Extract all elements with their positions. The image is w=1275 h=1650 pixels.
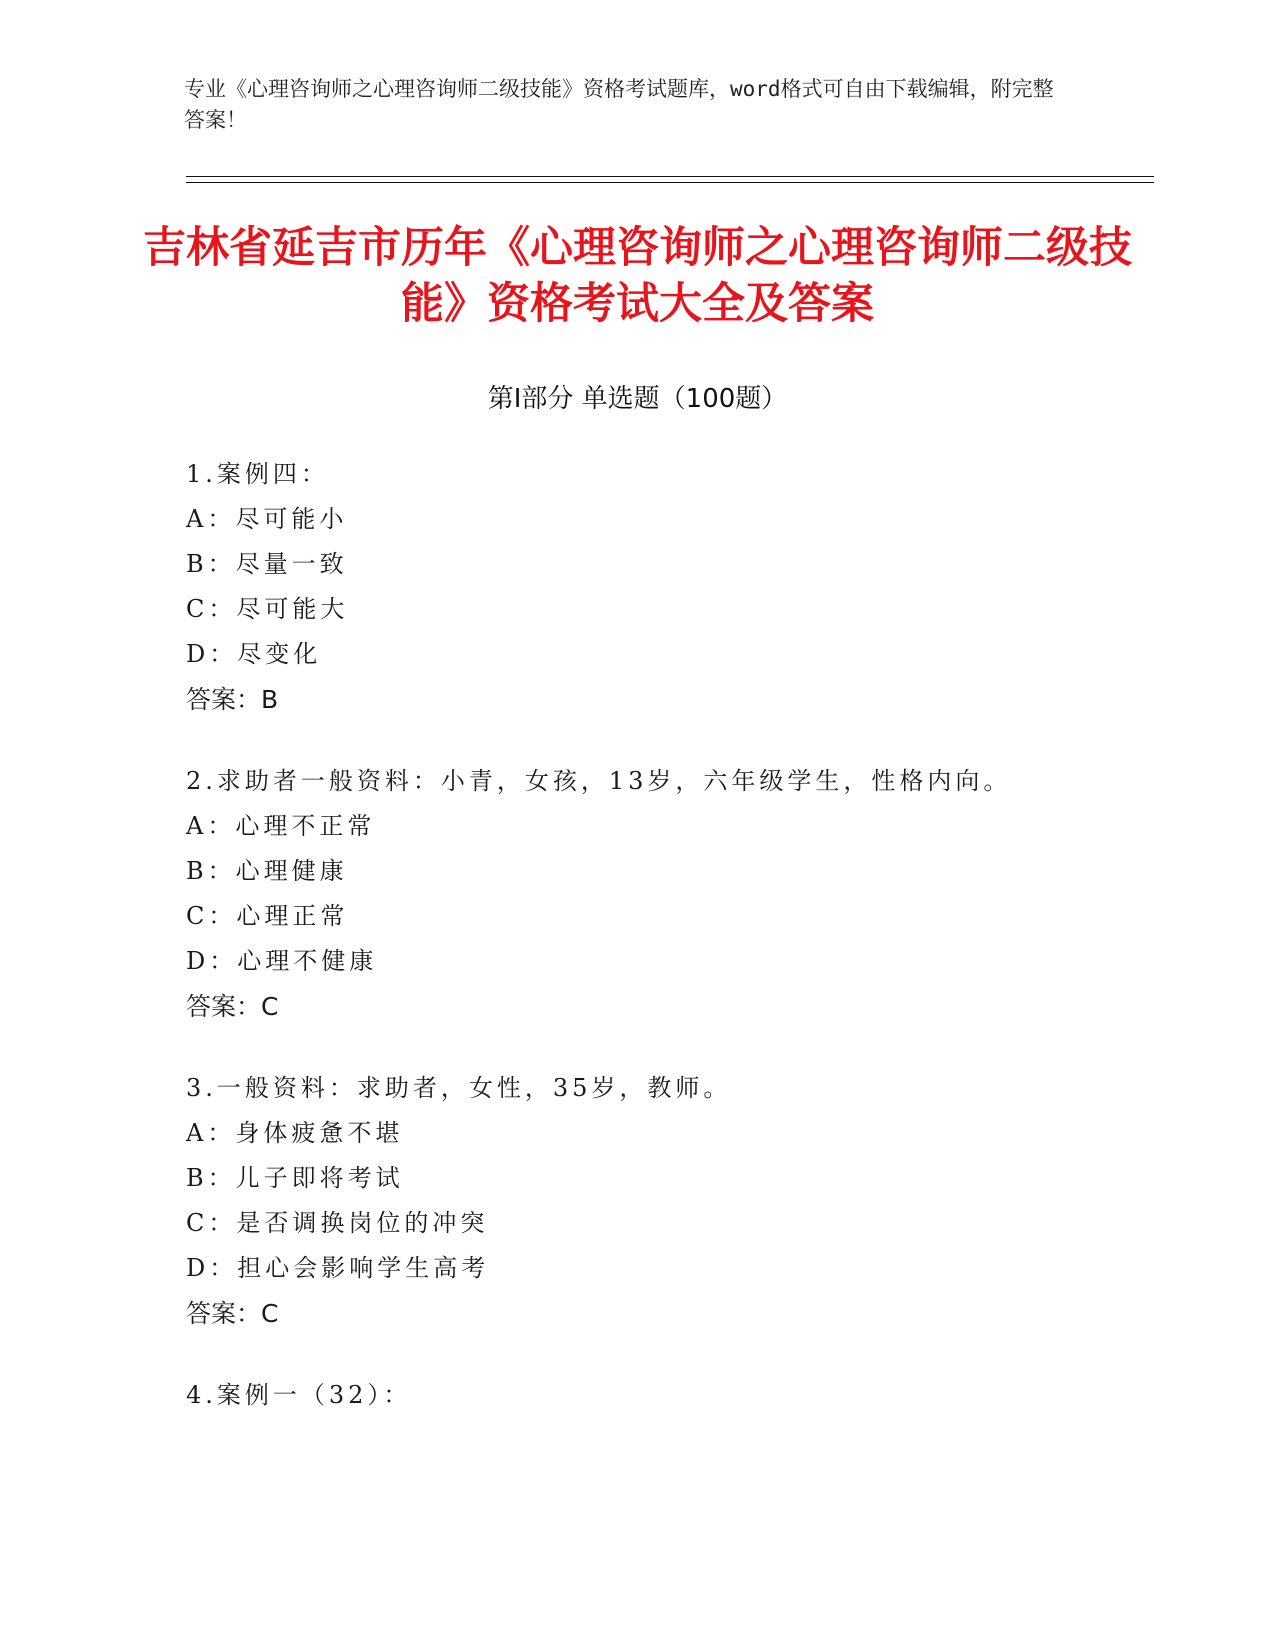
question-block bbox=[186, 1066, 1086, 1336]
option-d: D：心理不健康 bbox=[186, 947, 378, 975]
question-block bbox=[186, 452, 1086, 722]
header-note: 专业《心理咨询师之心理咨询师二级技能》资格考试题库，word格式可自由下载编辑，附完整答案！ bbox=[184, 77, 1054, 132]
question-stem: 4.案例一（32）： bbox=[186, 1381, 412, 1409]
document-title: 吉林省延吉市历年《心理咨询师之心理咨询师二级技能》资格考试大全及答案 bbox=[143, 223, 1132, 329]
option-b: B：儿子即将考试 bbox=[186, 1164, 404, 1192]
question-block bbox=[186, 759, 1086, 1029]
option-d: D：担心会影响学生高考 bbox=[186, 1254, 490, 1282]
question-stem: 2.求助者一般资料：小青，女孩，13岁，六年级学生，性格内向。 bbox=[186, 767, 1012, 795]
option-c: C：心理正常 bbox=[186, 902, 349, 930]
question-stem: 1.案例四： bbox=[186, 460, 329, 488]
option-d: D：尽变化 bbox=[186, 640, 322, 668]
question-block bbox=[186, 1373, 1086, 1418]
option-c: C：尽可能大 bbox=[186, 595, 349, 623]
option-b: B：尽量一致 bbox=[186, 550, 348, 578]
option-a: A：心理不正常 bbox=[186, 812, 376, 840]
option-c: C：是否调换岗位的冲突 bbox=[186, 1209, 489, 1237]
option-a: A：尽可能小 bbox=[186, 505, 348, 533]
question-stem: 3.一般资料：求助者，女性，35岁，教师。 bbox=[186, 1074, 732, 1102]
header-divider-top bbox=[186, 176, 1154, 177]
answer-line: 答案：C bbox=[186, 992, 279, 1021]
answer-line: 答案：B bbox=[186, 685, 279, 714]
answer-line: 答案：C bbox=[186, 1299, 279, 1328]
section-heading: 第Ⅰ部分 单选题（100题） bbox=[487, 384, 788, 414]
option-a: A：身体疲惫不堪 bbox=[186, 1119, 404, 1147]
option-b: B：心理健康 bbox=[186, 857, 348, 885]
header-divider-bottom bbox=[186, 182, 1154, 183]
